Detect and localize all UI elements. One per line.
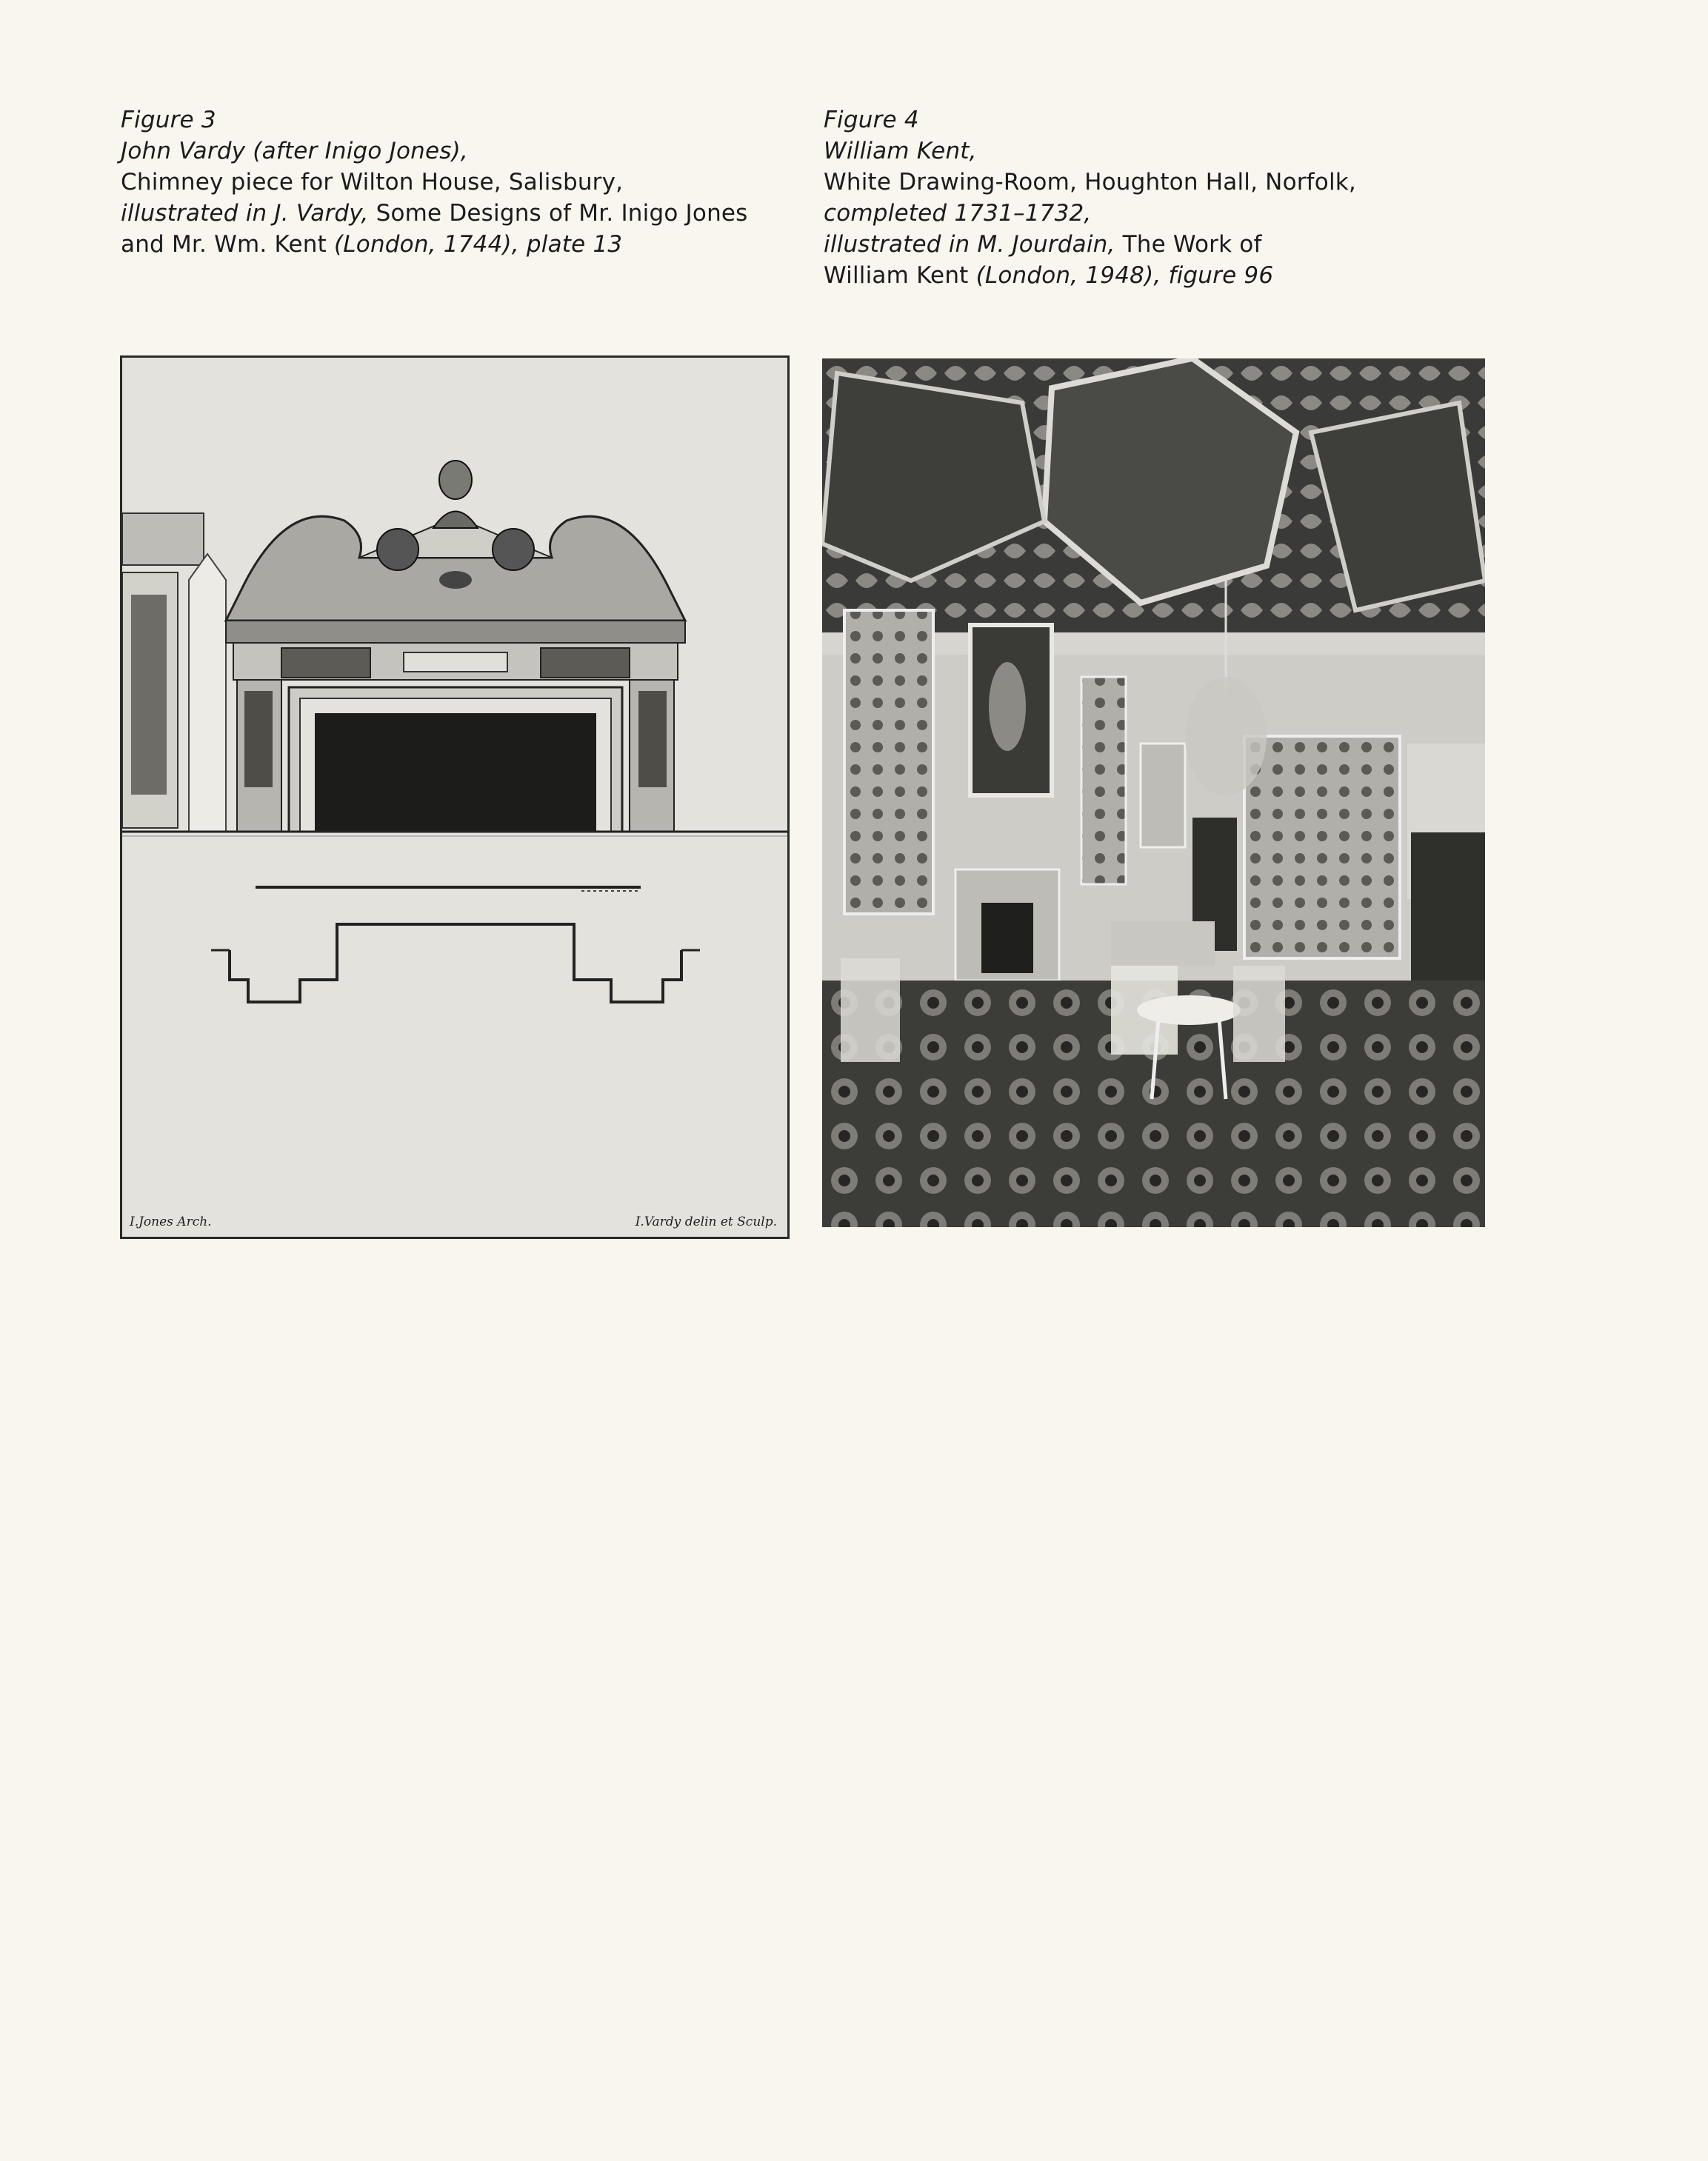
figure-3-book-title-a: Some Designs of Mr. Inigo Jones xyxy=(376,200,748,227)
figure-4-date: completed 1731–1732, xyxy=(824,200,1092,227)
figure-4-book-title-b: William Kent xyxy=(824,262,969,289)
figure-3-engraving xyxy=(120,355,790,1239)
chimney-piece-drawing xyxy=(122,358,787,1237)
figure-3-publication: (London, 1744), plate 13 xyxy=(334,231,623,258)
figure-4-label: Figure 4 xyxy=(824,107,919,133)
figure-3-label: Figure 3 xyxy=(121,107,216,133)
figure-4-publication: (London, 1948), figure 96 xyxy=(975,262,1274,289)
figure-4-photograph xyxy=(822,358,1485,1227)
figure-3-artist: John Vardy (after Inigo Jones), xyxy=(121,138,468,164)
figure-4-illustrated: illustrated in M. Jourdain, xyxy=(824,231,1115,258)
figure-4-artist: William Kent, xyxy=(824,138,977,164)
figure-4-caption xyxy=(824,104,1564,291)
figure-3-subject: Chimney piece for Wilton House, Salisbury, xyxy=(121,169,624,196)
drawing-room-photo xyxy=(822,358,1485,1227)
engraving-signature-right: I.Vardy delin et Sculp. xyxy=(635,1215,777,1229)
figure-4-subject: White Drawing-Room, Houghton Hall, Norfolk, xyxy=(824,169,1356,196)
engraving-signature-left: I.Jones Arch. xyxy=(130,1215,212,1229)
figure-3-caption xyxy=(121,104,787,260)
figure-3-book-title-b: and Mr. Wm. Kent xyxy=(121,231,327,258)
figure-4-book-title-a: The Work of xyxy=(1122,231,1262,258)
figure-3-illustrated: illustrated in J. Vardy, xyxy=(121,200,369,227)
